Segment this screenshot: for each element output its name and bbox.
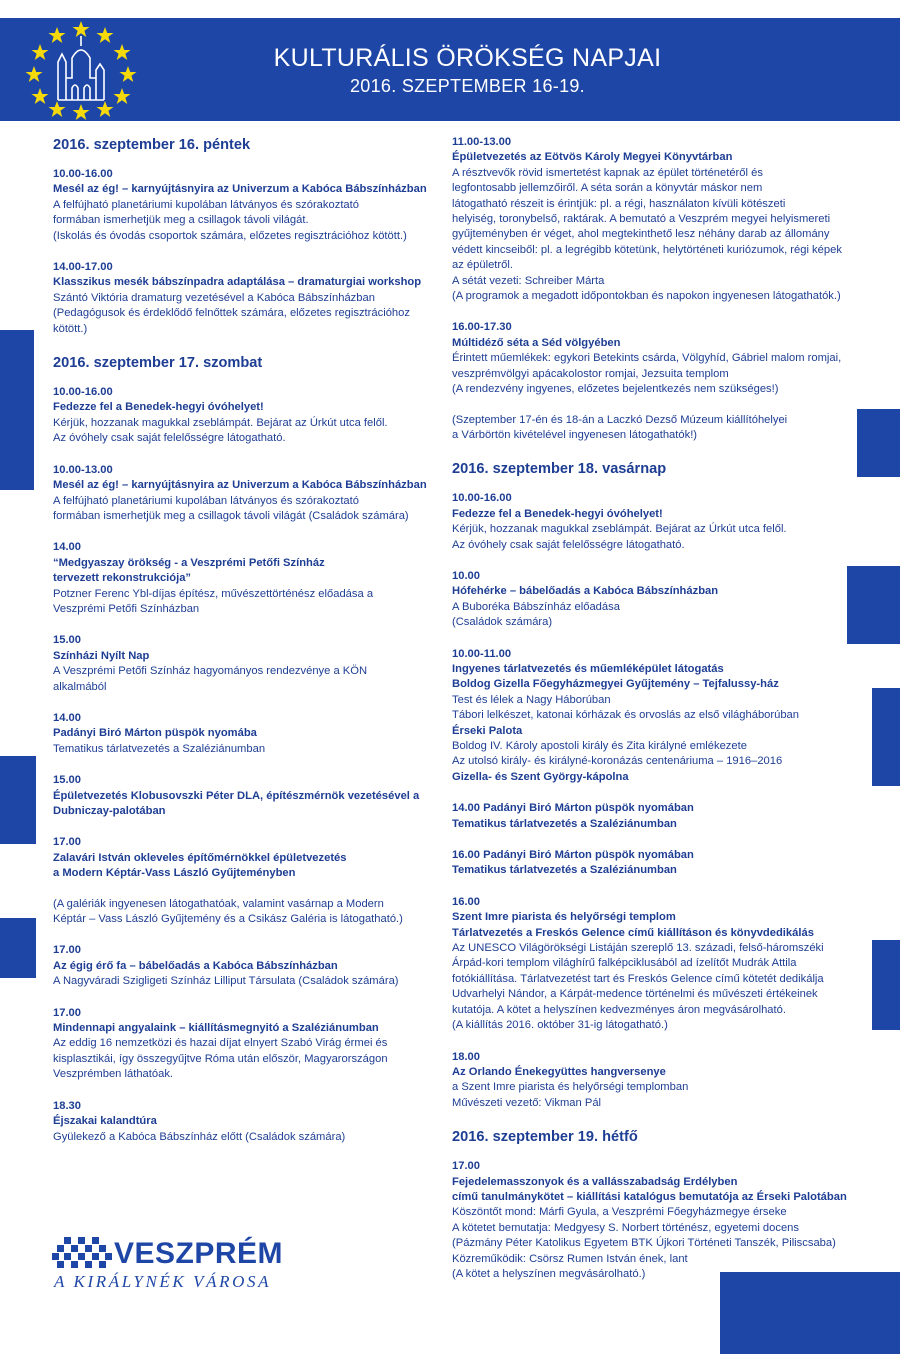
event-title-line: Fedezze fel a Benedek-hegyi óvóhelyet! [53, 401, 264, 414]
event-text-line: Veszprémben láthatóak. [53, 1068, 174, 1081]
event-text-line: gyűjteményben ér véget, ahol megtekinthető lesz néhány darab az állomány [452, 228, 830, 241]
event-text-line: kutatója. A kötet a helyszínen kedvezményes áron megvásárolható. [452, 1003, 786, 1016]
event-title-line: 11.00-13.00 [452, 136, 512, 148]
event-text-line [53, 882, 428, 897]
event-text-line: (A rendezvény ingyenes, előzetes bejelentkezés nem szükséges!) [452, 383, 779, 396]
deco-block-left-3 [0, 918, 36, 978]
event-title-line: című tanulmánykötet – kiállítási katalógus bemutatója az Érseki Palotában [452, 1190, 847, 1203]
program-event [53, 1006, 428, 1083]
program-event [53, 1099, 428, 1145]
event-text-line: Köszöntőt mond: Márfi Gyula, a Veszprémi Főegyházmegye érseke [452, 1206, 787, 1219]
event-text-line: kötött.) [53, 322, 88, 335]
deco-block-right-1 [857, 409, 900, 477]
event-text-line: Árpád-kori templom világhírű falképciklusából ad ízelítőt Mudrák Attila [452, 957, 797, 970]
program-event [53, 385, 428, 447]
event-title-line: 18.30 [53, 1099, 81, 1112]
event-text-line: A résztvevők rövid ismertetést kapnak az épület történetéről és [452, 166, 763, 179]
header-banner [0, 18, 900, 121]
event-title-line: Szent Imre piarista és helyőrségi templom [452, 911, 676, 924]
page-subtitle: 2016. SZEPTEMBER 16-19. [349, 76, 585, 96]
event-title-line: 16.00 Padányi Biró Márton püspök nyomában [452, 849, 694, 862]
event-title-line: Dubniczay-palotában [53, 805, 166, 817]
event-text-line: Az óvóhely csak saját felelősségre látogatható. [452, 538, 685, 551]
event-text-line: alkalmából [53, 680, 107, 693]
program-event [53, 540, 428, 617]
event-text-line: helyiség, toronybelső, raktárak. A bemutató a Veszprém megyei helyismereti [452, 213, 831, 226]
event-title-line: 17.00 [452, 1160, 480, 1173]
page-title: KULTURÁLIS ÖRÖKSÉG NAPJAI [273, 44, 662, 72]
event-text-line: Gyülekező a Kabóca Bábszínház előtt (Családok számára) [53, 1130, 346, 1143]
event-title-line: 17.00 [53, 1006, 81, 1019]
day-heading: 2016. szeptember 17. szombat [53, 355, 263, 372]
event-text-line: Az UNESCO Világörökségi Listáján szereplő 13. századi, felső-háromszéki [452, 942, 824, 955]
eu-stars-castle-logo [22, 18, 140, 121]
program-event [452, 801, 857, 832]
event-text-line: (A galériák ingyenesen látogathatóak, valamint vasárnap a Modern [53, 897, 384, 910]
program-event [452, 569, 857, 631]
event-title-line: Hófehérke – bábelőadás a Kabóca Bábszínházban [452, 585, 719, 598]
day-heading: 2016. szeptember 18. vasárnap [452, 461, 667, 478]
event-title-line: Boldog Gizella Főegyházmegyei Gyűjtemény – Tejfalussy-ház [452, 678, 779, 691]
day-heading: 2016. szeptember 16. péntek [53, 137, 251, 153]
program-event [53, 633, 428, 695]
program-column-right [452, 135, 857, 1298]
event-text-line: Potzner Ferenc Ybl-díjas építész, művészettörténész előadása a [53, 587, 374, 600]
event-text-line: Udvarhelyi Nándor, a Kárpát-medence történelmi és művészeti értékeinek [452, 988, 818, 1001]
event-title-line: Múltidéző séta a Séd völgyében [452, 336, 621, 349]
event-text-line: A felfújható planetáriumi kupolában látványos és szórakoztató [53, 494, 359, 507]
event-text-line: legfontosabb jellemzőiről. A séta során a könyvtár máskor nem [452, 182, 763, 195]
program-event [53, 260, 428, 337]
deco-block-left-2 [0, 756, 36, 844]
program-event [452, 647, 857, 786]
event-title-line: a Modern Képtár-Vass László Gyűjteményben [53, 867, 296, 880]
event-title-line: Ingyenes tárlatvezetés és műemléképület látogatás [452, 662, 724, 675]
event-text-line: a Várbörtön kivételével ingyenesen látogathatók!) [452, 428, 698, 441]
event-text-line: Közreműködik: Csörsz Rumen István ének, lant [452, 1252, 688, 1265]
event-text-line: fotókiállítása. Tárlatvezetést tart és Freskós Gelence című kötetét dedikálja [452, 972, 824, 985]
program-event [53, 773, 428, 819]
event-text-line: Az utolsó király- és királyné-koronázás centenáriuma – 1916–2016 [452, 755, 783, 768]
program-event [452, 135, 857, 304]
event-text-line: Test és lélek a Nagy Háborúban [452, 693, 611, 706]
event-title-line: Érseki Palota [452, 724, 523, 737]
event-text-line: Boldog IV. Károly apostoli király és Zita királyné emlékezete [452, 740, 747, 752]
event-title-line: Gizella- és Szent György-kápolna [452, 770, 629, 783]
program-event [53, 835, 428, 927]
program-event [452, 848, 857, 879]
stars-icon [26, 21, 137, 120]
event-title-line: 10.00-16.00 [53, 168, 113, 180]
event-title-line: Az Orlando Énekegyüttes hangversenye [452, 1065, 666, 1078]
event-title-line: Fedezze fel a Benedek-hegyi óvóhelyet! [452, 507, 663, 520]
event-text-line: Érintett műemlékek: egykori Betekints csárda, Völgyhíd, Gábriel malom romjai, [452, 352, 842, 365]
event-text-line: (Pázmány Péter Katolikus Egyetem BTK Újkori Történeti Tanszék, Piliscsaba) [452, 1237, 836, 1250]
event-title-line: Színházi Nyílt Nap [53, 649, 150, 662]
event-text-line: formában ismerhetjük meg a csillagok távoli világát (Családok számára) [53, 509, 409, 522]
event-text-line: A sétát vezeti: Schreiber Márta [452, 274, 605, 287]
event-text-line: (Családok számára) [452, 616, 553, 629]
event-title-line: 18.00 [452, 1050, 480, 1063]
event-title-line: Mesél az ég! – karnyújtásnyira az Univerzum a Kabóca Bábszínházban [53, 183, 427, 196]
event-text-line: Az óvóhely csak saját felelősségre látogatható. [53, 432, 286, 445]
event-text-line: veszprémvölgyi apácakolostor romjai, Jezsuita templom [452, 367, 729, 380]
program-event [452, 1050, 857, 1112]
event-text-line: formában ismerhetjük meg a csillagok távoli világát. [53, 214, 309, 227]
event-title-line: Az égig érő fa – bábelőadás a Kabóca Bábszínházban [53, 959, 338, 972]
event-title-line: 10.00-16.00 [452, 492, 512, 505]
program-event [452, 320, 857, 443]
event-text-line: A Nagyváradi Szigligeti Színház Lilliput Társulata (Családok számára) [53, 975, 399, 988]
program-event [53, 463, 428, 525]
event-title-line: Mindennapi angyalaink – kiállításmegnyitó a Szaléziánumban [53, 1022, 379, 1035]
event-title-line: tervezett rekonstrukciója” [53, 572, 192, 585]
event-text-line: (Pedagógusok és érdeklődő felnőttek számára, előzetes regisztrációhoz [53, 307, 410, 320]
program-event [452, 491, 857, 553]
event-text-line: az épületről. [452, 259, 513, 272]
event-text-line: Művészeti vezető: Vikman Pál [452, 1096, 602, 1109]
event-title-line: 16.00-17.30 [452, 321, 512, 334]
event-title-line: Klasszikus mesék bábszínpadra adaptálása – dramaturgiai workshop [53, 276, 422, 289]
program-event [53, 943, 428, 989]
event-text-line: (A kötet a helyszínen megvásárolható.) [452, 1267, 646, 1280]
event-title-line: Épületvezetés Klobusovszki Péter DLA, építészmérnök vezetésével a [53, 789, 420, 802]
day-heading: 2016. szeptember 19. hétfő [452, 1129, 638, 1146]
event-text-line: Kérjük, hozzanak magukkal zseblámpát. Bejárat az Úrkút utca felől. [53, 416, 388, 429]
footer-tagline: A KIRÁLYNÉK VÁROSA [54, 1272, 272, 1291]
event-title-line: 16.00 [452, 895, 480, 908]
event-text-line: (A kiállítás 2016. október 31-ig látogatható.) [452, 1019, 668, 1032]
event-text-line: (A programok a megadott időpontokban és napokon ingyenesen látogathatók.) [452, 290, 841, 303]
event-title-line: 10.00-16.00 [53, 386, 113, 399]
event-title-line: 10.00-11.00 [452, 647, 512, 660]
event-title-line: Fejedelemasszonyok és a vallásszabadság Erdélyben [452, 1175, 738, 1188]
event-title-line: 10.00-13.00 [53, 463, 113, 476]
event-title-line: 15.00 [53, 774, 81, 787]
event-text-line: látogatható részeit is érintjük: pl. a régi, használaton kívüli kötészeti [452, 197, 786, 210]
event-text-line: a Szent Imre piarista és helyőrségi templomban [452, 1081, 689, 1094]
event-title-line: Éjszakai kalandtúra [53, 1115, 157, 1128]
event-text-line: Kérjük, hozzanak magukkal zseblámpát. Bejárat az Úrkút utca felől. [452, 523, 787, 536]
program-event [452, 895, 857, 1034]
event-text-line: védett kincseiből: pl. a legrégibb kötetünk, helytörténeti kuriózumok, régi képek [452, 243, 842, 256]
event-text-line: Tematikus tárlatvezetés a Szaléziánumban [53, 742, 266, 755]
event-title-line: Épületvezetés az Eötvös Károly Megyei Könyvtárban [452, 151, 733, 164]
event-title-line: 15.00 [53, 634, 81, 647]
event-text-line: (Iskolás és óvodás csoportok számára, előzetes regisztrációhoz kötött.) [53, 229, 407, 242]
event-title-line: “Medgyaszay örökség - a Veszprémi Petőfi Színház [53, 556, 325, 569]
event-title-line: Mesél az ég! – karnyújtásnyira az Univerzum a Kabóca Bábszínházban [53, 479, 427, 492]
event-text-line: A kötetet bemutatja: Medgyesy S. Norbert történész, egyetemi docens [452, 1221, 799, 1234]
castle-icon [58, 36, 104, 100]
event-title-line: Zalavári István okleveles építőmérnökkel épületvezetés [53, 851, 347, 864]
footer-city: VESZPRÉM [114, 1237, 284, 1270]
deco-block-left-1 [0, 330, 34, 490]
event-title-line: Tematikus tárlatvezetés a Szaléziánumban [452, 864, 677, 877]
event-text-line: Képtár – Vass László Gyűjtemény és a Csikász Galéria is látogatható.) [53, 913, 403, 926]
event-text-line: (Szeptember 17-én és 18-án a Laczkó Dezső Múzeum kiállítóhelyei [452, 413, 788, 426]
program-event [53, 711, 428, 757]
event-title-line: 14.00 Padányi Biró Márton püspök nyomában [452, 802, 694, 815]
event-title-line: 17.00 [53, 944, 81, 957]
event-text-line: kisplasztikái, így összegyűjtve Róma után először, Magyarországon [53, 1052, 388, 1065]
event-text-line: A felfújható planetáriumi kupolában látványos és szórakoztató [53, 198, 359, 211]
deco-block-right-4 [872, 940, 900, 1030]
event-text-line: A Buboréka Bábszínház előadása [452, 600, 620, 613]
event-text-line: Szántó Viktória dramaturg vezetésével a Kabóca Bábszínházban [53, 291, 375, 304]
deco-block-right-3 [872, 688, 900, 786]
event-title-line: Tematikus tárlatvezetés a Szaléziánumban [452, 817, 677, 830]
event-text-line [452, 398, 857, 413]
event-text-line: Tábori lelkészet, katonai kórházak és orvoslás az első világháborúban [452, 709, 800, 722]
event-title-line: Padányi Biró Márton püspök nyomába [53, 727, 257, 740]
event-title-line: 14.00-17.00 [53, 261, 113, 274]
event-title-line: 14.00 [53, 711, 81, 724]
event-text-line: A Veszprémi Petőfi Színház hagyományos rendezvénye a KÖN [53, 665, 368, 678]
veszprem-logo [52, 1237, 302, 1297]
event-title-line: 17.00 [53, 836, 81, 849]
program-event [452, 1159, 857, 1282]
event-title-line: 14.00 [53, 541, 81, 554]
event-text-line: Az eddig 16 nemzetközi és hazai díjat elnyert Szabó Virág érmei és [53, 1037, 388, 1050]
program-event [53, 167, 428, 244]
event-title-line: Tárlatvezetés a Freskós Gelence című kiállításon és könyvdedikálás [452, 926, 814, 939]
program-column-left [53, 135, 428, 1161]
checker-crown-icon [52, 1237, 112, 1269]
event-text-line: Veszprémi Petőfi Színházban [53, 602, 200, 615]
event-title-line: 10.00 [452, 569, 480, 582]
